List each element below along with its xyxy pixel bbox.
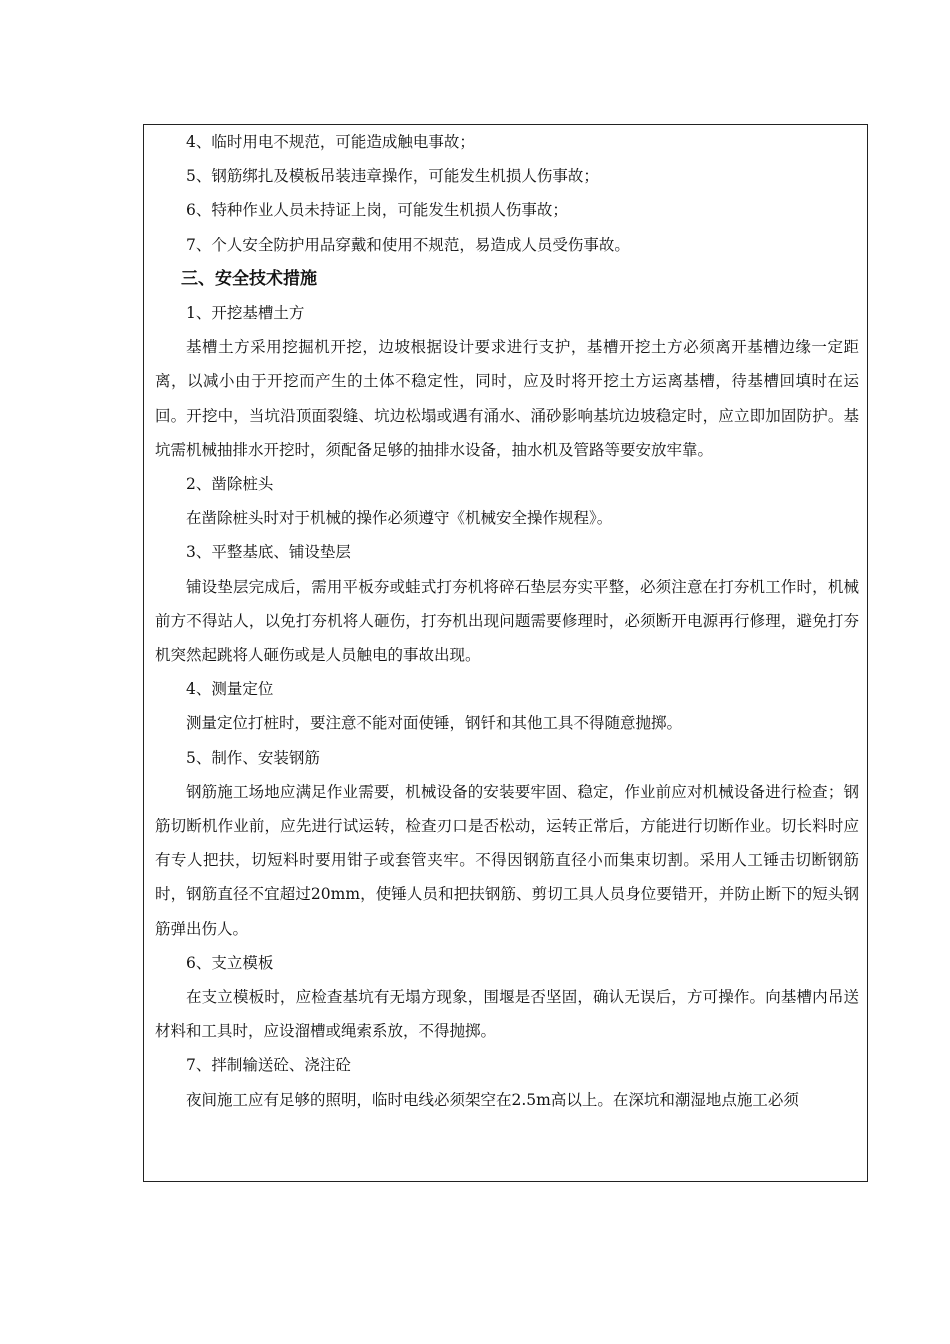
- measure-title: 6、支立模板: [186, 953, 274, 972]
- measure-title: 1、开挖基槽土方: [186, 304, 305, 323]
- document-content: [155, 125, 859, 1117]
- measure-body: 在支立模板时，应检查基坑有无塌方现象，围堰是否坚固，确认无误后，方可操作。向基槽内吊送材料和工具时，应设溜槽或绳索系放，不得抛掷。: [155, 988, 859, 1041]
- measure-title: 2、凿除桩头: [186, 475, 274, 494]
- measure-body: 基槽土方采用挖掘机开挖，边坡根据设计要求进行支护，基槽开挖土方必须离开基槽边缘一定距离，以减小由于开挖而产生的土体不稳定性，同时，应及时将开挖土方运离基槽，待基槽回填时在运回。开挖中，当坑沿顶面裂缝、坑边松塌或遇有涌水、涌砂影响基坑边坡稳定时，应立即加固防护。基坑需机械抽排水开挖时，须配备足够的抽排水设备，抽水机及管路等要安放牢靠。: [155, 338, 859, 459]
- risk-item: 5、钢筋绑扎及模板吊装违章操作，可能发生机损人伤事故；: [186, 167, 599, 186]
- document-frame: [143, 124, 868, 1182]
- risk-item: 7、个人安全防护用品穿戴和使用不规范，易造成人员受伤事故。: [186, 235, 630, 254]
- section-heading: 三、安全技术措施: [181, 268, 317, 289]
- measure-body: 在凿除桩头时对于机械的操作必须遵守《机械安全操作规程》。: [186, 509, 613, 528]
- measure-body: 钢筋施工场地应满足作业需要，机械设备的安装要牢固、稳定，作业前应对机械设备进行检查；钢筋切断机作业前，应先进行试运转，检查刃口是否松动，运转正常后，方能进行切断作业。切长料时应有专人把扶，切短料时要用钳子或套管夹牢。不得因钢筋直径小而集束切割。采用人工锤击切断钢筋时，钢筋直径不宜超过20mm，使锤人员和把扶钢筋、剪切工具人员身位要错开，并防止断下的短头钢筋弹出伤人。: [155, 782, 859, 938]
- measure-title: 4、测量定位: [186, 680, 274, 699]
- measure-title: 3、平整基底、铺设垫层: [186, 543, 351, 562]
- measure-title: 7、拌制输送砼、浇注砼: [186, 1056, 351, 1075]
- measure-body: 测量定位打桩时，要注意不能对面使锤，钢钎和其他工具不得随意抛掷。: [186, 714, 683, 733]
- measure-title: 5、制作、安装钢筋: [186, 748, 320, 767]
- measure-body: 铺设垫层完成后，需用平板夯或蛙式打夯机将碎石垫层夯实平整，必须注意在打夯机工作时，机械前方不得站人，以免打夯机将人砸伤，打夯机出现问题需要修理时，必须断开电源再行修理，避免打夯机突然起跳将人砸伤或是人员触电的事故出现。: [155, 577, 859, 665]
- measure-body: 夜间施工应有足够的照明，临时电线必须架空在2.5m高以上。在深坑和潮湿地点施工必须: [186, 1090, 799, 1109]
- risk-item: 6、特种作业人员未持证上岗，可能发生机损人伤事故；: [186, 201, 568, 220]
- risk-item: 4、临时用电不规范，可能造成触电事故；: [186, 133, 475, 151]
